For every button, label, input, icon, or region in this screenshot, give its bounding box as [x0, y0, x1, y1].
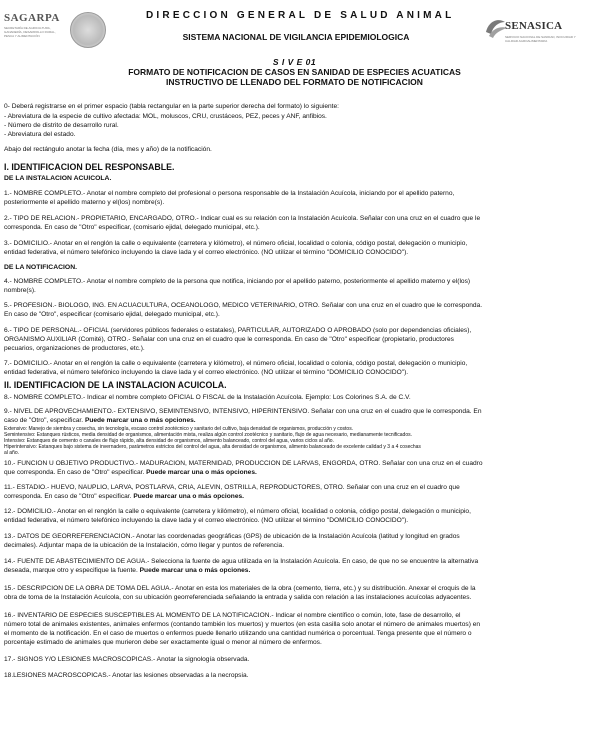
instruction-text: caso de "Otro", especificar. — [4, 417, 84, 424]
instruction-item: 7.- DOMICILIO.- Anotar en el renglón la calle o equivalente (carretera y kilómetro), el número oficial, localidad o colonia, código postal, delegación o municipio, — [4, 360, 468, 367]
instructivo-title: INSTRUCTIVO DE LLENADO DEL FORMATO DE NOTIFICACION — [166, 77, 423, 87]
sagarpa-logo-text: SAGARPA — [4, 12, 60, 24]
instruction-item: nombre(s). — [4, 287, 36, 294]
mexico-seal-icon — [70, 12, 106, 48]
instruction-item: decimales). Adjuntar mapa de la ubicación de la Instalación, cómo llegar y puntos de referencia. — [4, 542, 285, 549]
definition-line: Hiperintensivo: Estanques bajo sistema de invernadero, parámetros estrictos del control del agua, alta densidad de organismos, alimento balanceado de excelente calidad y 3 a 4 cosechas — [4, 444, 421, 450]
instruction-item: 8.- NOMBRE COMPLETO.- Indicar el nombre completo OFICIAL O FISCAL de la Instalación Acuícola. Ejemplo: Los Colorines S.A. de C.V. — [4, 394, 411, 401]
instruction-item — [4, 417, 584, 426]
instruction-item: 12.- DOMICILIO.- Anotar en el renglón la calle o equivalente (carretera y kilómetro), el número oficial, localidad o colonia, código postal, delegación o municipio, — [4, 508, 471, 515]
intro-line: 0- Deberá registrarse en el primer espacio (tabla rectangular en la parte superior derecha del formato) lo siguiente: — [4, 103, 339, 110]
instruction-item: 9.- NIVEL DE APROVECHAMIENTO.- EXTENSIVO, SEMINTENSIVO, INTENSIVO, HIPERINTENSIVO. Señalar con una cruz en el cuadro que le corresponda. En — [4, 408, 482, 415]
instruction-item: 3.- DOMICILIO.- Anotar en el renglón la calle o equivalente (carretera y kilómetro), el número oficial, localidad o colonia, código postal, delegación o municipio, — [4, 240, 468, 247]
instruction-item — [4, 567, 584, 576]
intro-bullet: - Abreviatura de la especie de cultivo afectada: MOL, moluscos, CRU, crustáceos, PEZ, peces y ANF, anfibios. — [4, 113, 327, 120]
instruction-item: número total de animales existentes, animales enfermos (contando también los muertos) y muertos (en esta casilla solo anotar el número de animales muertos) en — [4, 621, 481, 628]
intro-bullet: - Número de distrito de desarrollo rural. — [4, 122, 119, 129]
multi-option-note: Puede marcar una o más opciones. — [146, 469, 257, 476]
definition-line: al año. — [4, 450, 20, 456]
senasica-logo — [483, 14, 587, 54]
instruction-item: entidad federativa, el número telefónico incluyendo la clave lada y el correo electrónico. (NO utilizar el término "DOMICILIO CONOCIDO"). — [4, 249, 409, 256]
instruction-item: 10.- FUNCION U OBJETIVO PRODUCTIVO.- MADURACION, MATERNIDAD, PRODUCCION DE LARVAS, ENGORDA, OTRO. Señalar con una cruz en el cuadro — [4, 460, 483, 467]
instruction-item — [4, 469, 584, 478]
instruction-item: 17.- SIGNOS Y/O LESIONES MACROSCOPICAS.- Anotar la signología observada. — [4, 656, 250, 663]
instruction-item: el momento de la notificación. En el caso de muertos o enfermos puede llenarlo utilizando una cantidad numérica o porcentual. Tenga presente que el número o — [4, 630, 472, 637]
sagarpa-logo-subtext: SECRETARÍA DE AGRICULTURA, GANADERÍA, DESARROLLO RURAL, PESCA Y ALIMENTACIÓN — [4, 26, 56, 38]
sistema-title: SISTEMA NACIONAL DE VIGILANCIA EPIDEMIOLOGICA — [182, 32, 410, 42]
instruction-item: En caso de "Otro", especificar (comisario ejidal, delegado municipal, etc.). — [4, 311, 220, 318]
instruction-item: 15.- DESCRIPCION DE LA OBRA DE TOMA DEL AGUA.- Anotar en esta los materiales de la obra (cemento, tierra, etc.) y su distribución. Anexar el croquis de la — [4, 585, 476, 592]
intro-bullet: - Abreviatura del estado. — [4, 131, 76, 138]
definition-line: Extensivo: Manejo de siembra y cosecha, sin tecnología, escaso control zootécnico y sanitario del cultivo, baja densidad de organismos, producción y costos. — [4, 426, 354, 432]
sagarpa-logo — [4, 12, 119, 52]
instruction-item: 4.- NOMBRE COMPLETO.- Anotar el nombre completo de la persona que notifica, iniciando por el apellido paterno, posteriormente el apellido materno y el(los) — [4, 278, 471, 285]
direccion-general-title: DIRECCION GENERAL DE SALUD ANIMAL — [146, 10, 455, 21]
section-title: I. IDENTIFICACION DEL RESPONSABLE. — [4, 162, 175, 172]
instruction-item: 6.- TIPO DE PERSONAL.- OFICIAL (servidores públicos federales o estatales), PARTICULAR, AUTORIZADO O APROBADO (solo por dependencias oficiales), — [4, 327, 472, 334]
instruction-item — [4, 493, 584, 502]
instruction-item: ORGANISMO AUXILIAR (Comité), OTRO.- Señalar con una cruz en el cuadro que le corresponda. En caso de "Otro" especificar (propietario, productores — [4, 336, 454, 343]
section-title: II. IDENTIFICACION DE LA INSTALACION ACUICOLA. — [4, 380, 227, 390]
instruction-text: deseada, marque otro y especifique la fuente. — [4, 567, 138, 574]
multi-option-note: Puede marcar una o más opciones. — [139, 567, 251, 574]
instruction-text: que corresponda. En caso de "Otro" especificar. — [4, 469, 145, 476]
intro-fecha: Abajo del rectángulo anotar la fecha (día, mes y año) de la notificación. — [4, 146, 212, 153]
instruction-item: entidad federativa, el número telefónico incluyendo la clave lada y el correo electrónico. (NO utilizar el término "DOMICILIO CONOCIDO"). — [4, 517, 409, 524]
senasica-logo-subtext: SERVICIO NACIONAL DE SANIDAD, INOCUIDAD Y CALIDAD AGROALIMENTARIA — [505, 35, 576, 43]
instruction-item: 11.- ESTADIO.- HUEVO, NAUPLIO, LARVA, POSTLARVA, CRIA, ALEVIN, OSTRILLA, REPRODUCTORES, OTRO. Señalar con una cruz en el cuadro que — [4, 484, 460, 491]
multi-option-note: Puede marcar una o más opciones. — [133, 493, 244, 500]
instruction-item: posteriormente el apellido materno y el(los) nombre(s). — [4, 199, 165, 206]
instruction-item: 18.LESIONES MACROSCOPICAS.- Anotar las lesiones observadas a la necropsia. — [4, 672, 249, 679]
instruction-item: corresponda. En caso de "Otro" especificar, (comisario ejidal, delegado municipal, etc.). — [4, 224, 260, 231]
definition-line: Intensivo: Estanques de cemento o canales de flujo rápido, alta densidad de organismos, alimento balanceado, control del agua, varios ciclos al año. — [4, 438, 334, 444]
instruction-item: pecuarios, organizaciones de productores, etc.). — [4, 345, 145, 352]
instruction-item: 13.- DATOS DE GEORREFERENCIACION.- Anotar las coordenadas geográficas (GPS) de ubicación de la Instalación Acuícola (latitud y longitud en grados — [4, 533, 460, 540]
instruction-item: entidad federativa, el número telefónico incluyendo la clave lada y el correo electrónico. (NO utilizar el término "DOMICILIO CONOCIDO"). — [4, 369, 409, 376]
instruction-item: 5.- PROFESION.- BIOLOGO, ING. EN ACUACULTURA, OCEANOLOGO, MEDICO VETERINARIO, OTRO. Señalar con una cruz en el cuadro que le corresponda. — [4, 302, 483, 309]
multi-option-note: Puede marcar una o más opciones. — [84, 417, 196, 424]
instruction-item: 14.- FUENTE DE ABASTECIMIENTO DE AGUA.- Selecciona la fuente de agua utilizada en la Instalación Acuícola. En caso, de que no se encuentre la alternativa — [4, 558, 479, 565]
instruction-item: porcentaje estimado de animales que murieron debe ser exactamente igual o menor al número de enfermos. — [4, 639, 322, 646]
formato-title: FORMATO DE NOTIFICACION DE CASOS EN SANIDAD DE ESPECIES ACUATICAS — [128, 67, 461, 77]
definition-line: Semintensivo: Estanques rústicos, media densidad de organismos, alimentación mixta, realiza algún control zootécnico y sanitario, flujo de agua necesario, medianamente tecnificados. — [4, 432, 413, 438]
instruction-item: 2.- TIPO DE RELACION.- PROPIETARIO, ENCARGADO, OTRO.- Indicar cual es su relación con la Instalación Acuícola. Señalar con una cruz en el cuadro que le — [4, 215, 481, 222]
subsection-title: DE LA INSTALACION ACUICOLA. — [4, 175, 112, 182]
instruction-item: 1.- NOMBRE COMPLETO.- Anotar el nombre completo del profesional o persona responsable de la Instalación Acuícola, iniciando por el apellido paterno, — [4, 190, 455, 197]
instruction-item: 16.- INVENTARIO DE ESPECIES SUSCEPTIBLES AL MOMENTO DE LA NOTIFICACION.- Indicar el nombre científico o común, lote, fase de desarrollo, el — [4, 612, 461, 619]
instruction-item: obra de toma de la Instalación Acuícola, con su ubicación georreferenciada señalando la entrada y salida con relación a las instalaciones acuícolas adyacentes. — [4, 594, 472, 601]
instruction-text: corresponda. En caso de "Otro" especificar. — [4, 493, 132, 500]
subsection-title: DE LA NOTIFICACION. — [4, 264, 78, 271]
sive-code: S I V E 01 — [272, 57, 317, 67]
senasica-logo-text: SENASICA — [505, 20, 563, 32]
